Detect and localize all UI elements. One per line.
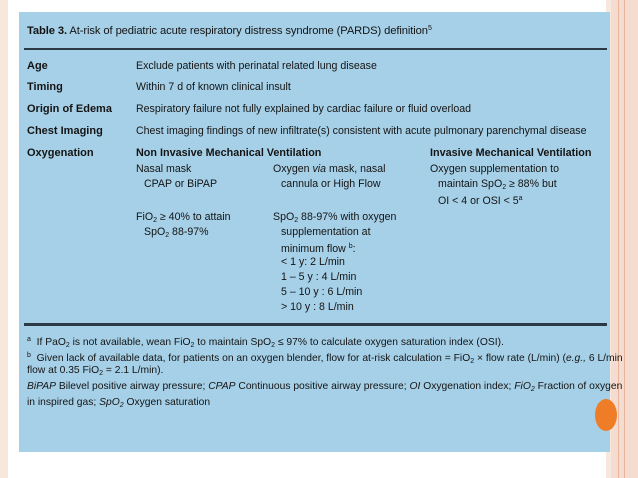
right-border-line: [618, 0, 619, 478]
row-text-imaging: Chest imaging findings of new infiltrate(s) consistent with acute pulmonary parenchymal disease: [136, 125, 587, 137]
col1-fio2: FiO$_2$ ≥ 40% to attain: [136, 211, 231, 224]
iv-header: Invasive Mechanical Ventilation: [430, 147, 592, 159]
col2-cannula: cannula or High Flow: [281, 178, 381, 190]
table-title: [27, 25, 432, 37]
col2-spo2: SpO$_2$ 88-97% with oxygen: [273, 211, 397, 224]
slide: [8, 0, 623, 478]
flow-row: < 1 y: 2 L/min: [281, 256, 345, 268]
row-label-edema: Origin of Edema: [27, 103, 112, 115]
col3-oxygen-supplementation: Oxygen supplementation to: [430, 163, 559, 175]
col1-nasal-mask: Nasal mask: [136, 163, 192, 175]
row-text-age: Exclude patients with perinatal related lung disease: [136, 60, 377, 72]
table-3-panel: [19, 12, 623, 452]
footnote-a: $^a$ If PaO$_2$ is not available, wean FiO$_2$ to maintain SpO$_2$ ≤ 97% to calculate oxygen saturation index (OSI).: [27, 336, 504, 349]
flow-row: 1 – 5 y : 4 L/min: [281, 271, 357, 283]
row-text-edema: Respiratory failure not fully explained by cardiac failure or fluid overload: [136, 103, 472, 115]
col3-oi-osi: OI < 4 or OSI < $5^a$: [438, 195, 523, 207]
col2-oxygen-via-mask: Oxygen via mask, nasal: [273, 163, 386, 175]
table-number: Table 3.: [27, 25, 68, 37]
table-title-text: At-risk of pediatric acute respiratory distress syndrome (PARDS) definition: [67, 25, 428, 37]
row-text-timing: Within 7 d of known clinical insult: [136, 81, 291, 93]
col1-spo2: SpO$_2$ 88-97%: [144, 226, 209, 239]
footer-rule: [24, 323, 607, 326]
col3-maintain-spo2: maintain SpO$_2$ ≥ 88% but: [438, 178, 557, 191]
footnote-b: $^b$ Given lack of available data, for patients on an oxygen blender, flow for at-risk calculation = FiO$_2$ × flow rate (L/min) (e.g., 6 L/min: [27, 352, 623, 365]
decorative-orange-circle: [595, 399, 617, 431]
col2-supplementation: supplementation at: [281, 226, 371, 238]
row-label-timing: Timing: [27, 81, 63, 93]
col1-cpap-bipap: CPAP or BiPAP: [144, 178, 218, 190]
abbreviations-line1: BiPAP Bilevel positive airway pressure; CPAP Continuous positive airway pressure; OI Oxygenation index; FiO$_2$ Fraction of oxygen: [27, 381, 623, 393]
footnote-b-line2: flow at 0.35 FiO$_2$ = 2.1 L/min).: [27, 365, 164, 377]
abbreviations-line2: in inspired gas; SpO$_2$ Oxygen saturation: [27, 397, 211, 409]
right-border-line-2: [624, 0, 625, 478]
col2-minimum-flow: minimum flow $^b$:: [281, 243, 356, 255]
row-label-imaging: Chest Imaging: [27, 125, 103, 137]
flow-row: 5 – 10 y : 6 L/min: [281, 286, 363, 298]
header-rule: [24, 48, 607, 50]
row-label-age: Age: [27, 60, 48, 72]
row-label-oxygenation: Oxygenation: [27, 147, 94, 159]
title-ref: 5: [427, 25, 432, 32]
niv-header: Non Invasive Mechanical Ventilation: [136, 147, 322, 159]
flow-row: > 10 y : 8 L/min: [281, 301, 354, 313]
